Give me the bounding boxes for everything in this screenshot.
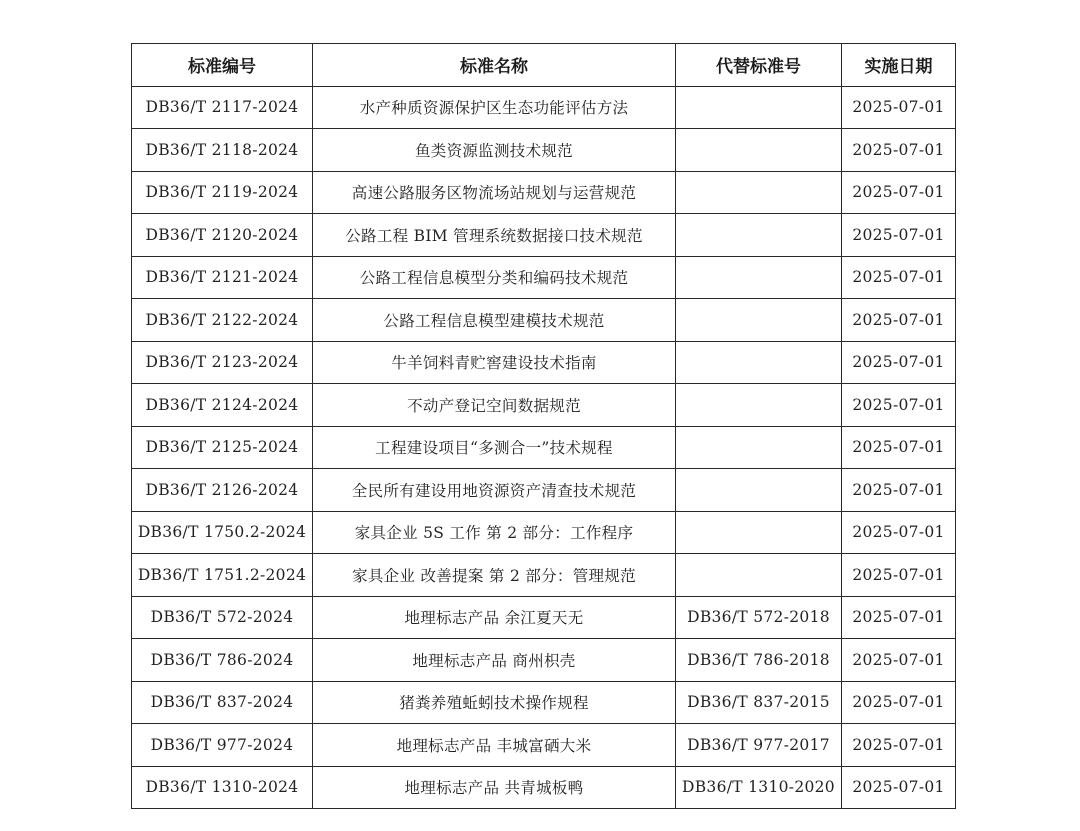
replaced-standard-cell [676, 426, 842, 469]
standards-table [131, 43, 956, 809]
replaced-standard-cell: DB36/T 977-2017 [676, 724, 842, 767]
standard-name-cell: 地理标志产品 商州枳壳 [313, 639, 676, 682]
table-row [132, 129, 956, 172]
effective-date-cell: 2025-07-01 [842, 724, 956, 767]
replaced-standard-cell [676, 171, 842, 214]
standard-name-cell: 工程建设项目“多测合一”技术规程 [313, 426, 676, 469]
table-body [132, 86, 956, 809]
standard-code-cell: DB36/T 1310-2024 [132, 766, 313, 809]
table-row [132, 86, 956, 129]
standard-code-cell: DB36/T 786-2024 [132, 639, 313, 682]
standard-code-cell: DB36/T 837-2024 [132, 681, 313, 724]
table-row [132, 511, 956, 554]
effective-date-cell: 2025-07-01 [842, 554, 956, 597]
effective-date-cell: 2025-07-01 [842, 341, 956, 384]
table-row [132, 214, 956, 257]
replaced-standard-cell [676, 341, 842, 384]
replaced-standard-cell [676, 299, 842, 342]
standard-code-cell: DB36/T 1751.2-2024 [132, 554, 313, 597]
table-row [132, 299, 956, 342]
header-effective-date: 实施日期 [842, 44, 956, 87]
standard-name-cell: 高速公路服务区物流场站规划与运营规范 [313, 171, 676, 214]
standard-code-cell: DB36/T 572-2024 [132, 596, 313, 639]
standard-code-cell: DB36/T 2122-2024 [132, 299, 313, 342]
effective-date-cell: 2025-07-01 [842, 171, 956, 214]
standard-name-cell: 水产种质资源保护区生态功能评估方法 [313, 86, 676, 129]
replaced-standard-cell: DB36/T 1310-2020 [676, 766, 842, 809]
effective-date-cell: 2025-07-01 [842, 596, 956, 639]
table-row [132, 596, 956, 639]
standard-name-cell: 地理标志产品 共青城板鸭 [313, 766, 676, 809]
effective-date-cell: 2025-07-01 [842, 681, 956, 724]
standard-name-cell: 牛羊饲料青贮窖建设技术指南 [313, 341, 676, 384]
table-row [132, 681, 956, 724]
replaced-standard-cell: DB36/T 786-2018 [676, 639, 842, 682]
replaced-standard-cell [676, 469, 842, 512]
standard-code-cell: DB36/T 2118-2024 [132, 129, 313, 172]
table-header [132, 44, 956, 87]
standard-code-cell: DB36/T 1750.2-2024 [132, 511, 313, 554]
effective-date-cell: 2025-07-01 [842, 426, 956, 469]
replaced-standard-cell [676, 511, 842, 554]
header-standard-name: 标准名称 [313, 44, 676, 87]
standard-code-cell: DB36/T 2117-2024 [132, 86, 313, 129]
effective-date-cell: 2025-07-01 [842, 639, 956, 682]
replaced-standard-cell [676, 256, 842, 299]
effective-date-cell: 2025-07-01 [842, 299, 956, 342]
standard-code-cell: DB36/T 2125-2024 [132, 426, 313, 469]
standard-name-cell: 家具企业 改善提案 第 2 部分：管理规范 [313, 554, 676, 597]
header-replaced-standard: 代替标准号 [676, 44, 842, 87]
standard-name-cell: 地理标志产品 余江夏天无 [313, 596, 676, 639]
table-row [132, 426, 956, 469]
effective-date-cell: 2025-07-01 [842, 129, 956, 172]
effective-date-cell: 2025-07-01 [842, 86, 956, 129]
header-row [132, 44, 956, 87]
standard-code-cell: DB36/T 2126-2024 [132, 469, 313, 512]
table-row [132, 256, 956, 299]
table-row [132, 766, 956, 809]
standard-code-cell: DB36/T 977-2024 [132, 724, 313, 767]
standard-name-cell: 家具企业 5S 工作 第 2 部分：工作程序 [313, 511, 676, 554]
standard-name-cell: 公路工程 BIM 管理系统数据接口技术规范 [313, 214, 676, 257]
effective-date-cell: 2025-07-01 [842, 214, 956, 257]
standard-code-cell: DB36/T 2120-2024 [132, 214, 313, 257]
replaced-standard-cell [676, 86, 842, 129]
standard-name-cell: 公路工程信息模型建模技术规范 [313, 299, 676, 342]
table-row [132, 554, 956, 597]
replaced-standard-cell [676, 384, 842, 427]
table-row [132, 341, 956, 384]
table-row [132, 639, 956, 682]
standard-code-cell: DB36/T 2123-2024 [132, 341, 313, 384]
header-standard-code: 标准编号 [132, 44, 313, 87]
effective-date-cell: 2025-07-01 [842, 766, 956, 809]
replaced-standard-cell [676, 129, 842, 172]
standard-code-cell: DB36/T 2119-2024 [132, 171, 313, 214]
replaced-standard-cell [676, 554, 842, 597]
standard-name-cell: 地理标志产品 丰城富硒大米 [313, 724, 676, 767]
replaced-standard-cell: DB36/T 837-2015 [676, 681, 842, 724]
standard-name-cell: 公路工程信息模型分类和编码技术规范 [313, 256, 676, 299]
standard-name-cell: 鱼类资源监测技术规范 [313, 129, 676, 172]
standard-code-cell: DB36/T 2124-2024 [132, 384, 313, 427]
standard-name-cell: 不动产登记空间数据规范 [313, 384, 676, 427]
table-row [132, 469, 956, 512]
effective-date-cell: 2025-07-01 [842, 469, 956, 512]
effective-date-cell: 2025-07-01 [842, 256, 956, 299]
standard-code-cell: DB36/T 2121-2024 [132, 256, 313, 299]
standard-name-cell: 猪粪养殖蚯蚓技术操作规程 [313, 681, 676, 724]
replaced-standard-cell: DB36/T 572-2018 [676, 596, 842, 639]
effective-date-cell: 2025-07-01 [842, 511, 956, 554]
standard-name-cell: 全民所有建设用地资源资产清查技术规范 [313, 469, 676, 512]
table-row [132, 724, 956, 767]
table-row [132, 171, 956, 214]
table-row [132, 384, 956, 427]
replaced-standard-cell [676, 214, 842, 257]
effective-date-cell: 2025-07-01 [842, 384, 956, 427]
